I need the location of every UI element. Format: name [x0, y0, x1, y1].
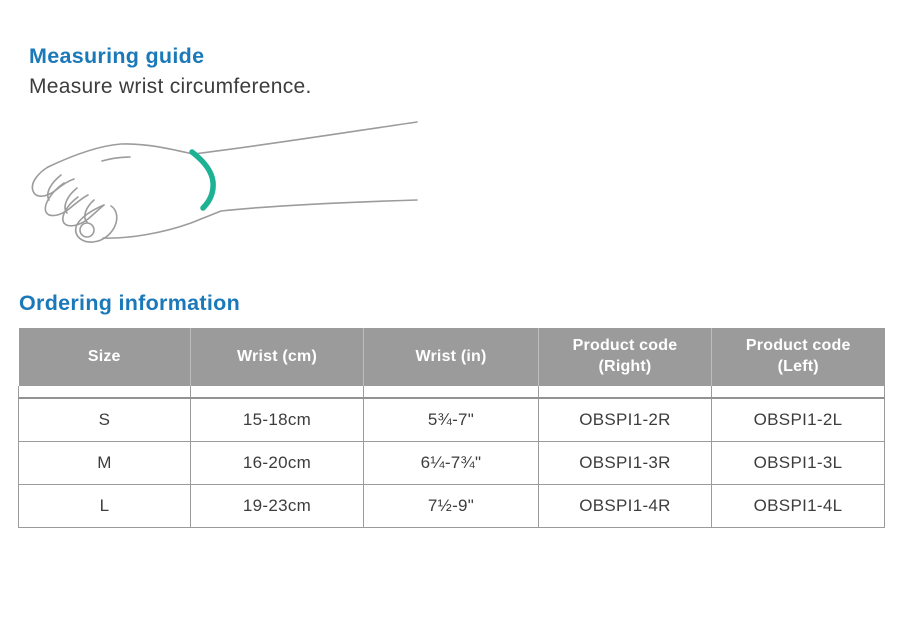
spacer-cell — [539, 386, 712, 398]
thumbnail-icon — [80, 223, 94, 237]
arm-bottom-line — [103, 200, 417, 238]
spacer-row — [19, 386, 885, 398]
spacer-cell — [364, 386, 539, 398]
cell-code-left: OBSPI1-3L — [712, 441, 885, 484]
table-row-size-l — [19, 484, 885, 527]
header-wrist-cm: Wrist (cm) — [191, 328, 364, 386]
table-header-row — [19, 328, 885, 386]
cell-wrist-cm: 19-23cm — [191, 484, 364, 527]
cell-wrist-cm: 15-18cm — [191, 398, 364, 441]
wrist-measurement-illustration — [15, 112, 425, 262]
spacer-cell — [19, 386, 191, 398]
measuring-guide-title: Measuring guide — [29, 44, 205, 68]
header-size: Size — [19, 328, 191, 386]
knuckle-crease-line — [102, 157, 130, 161]
header-product-code-right: Product code (Right) — [539, 328, 712, 386]
hand-back-line — [48, 144, 193, 167]
finger-3-outline — [63, 197, 104, 226]
wrist-band — [192, 152, 213, 208]
cell-size: M — [19, 441, 191, 484]
cell-size: S — [19, 398, 191, 441]
cell-code-left: OBSPI1-4L — [712, 484, 885, 527]
spacer-cell — [191, 386, 364, 398]
cell-wrist-cm: 16-20cm — [191, 441, 364, 484]
measuring-guide-subtitle: Measure wrist circumference. — [29, 75, 312, 98]
header-product-code-left: Product code (Left) — [712, 328, 885, 386]
cell-wrist-in: 7½-9" — [364, 484, 539, 527]
header-wrist-in: Wrist (in) — [364, 328, 539, 386]
cell-code-right: OBSPI1-4R — [539, 484, 712, 527]
spacer-cell — [712, 386, 885, 398]
ordering-table — [18, 328, 885, 528]
table-row-size-m — [19, 441, 885, 484]
cell-code-left: OBSPI1-2L — [712, 398, 885, 441]
table-row-size-s — [19, 398, 885, 441]
cell-code-right: OBSPI1-3R — [539, 441, 712, 484]
arm-top-line — [193, 122, 417, 154]
ordering-information-title: Ordering information — [19, 291, 240, 315]
cell-wrist-in: 6¼-7¾" — [364, 441, 539, 484]
cell-code-right: OBSPI1-2R — [539, 398, 712, 441]
cell-wrist-in: 5¾-7" — [364, 398, 539, 441]
cell-size: L — [19, 484, 191, 527]
